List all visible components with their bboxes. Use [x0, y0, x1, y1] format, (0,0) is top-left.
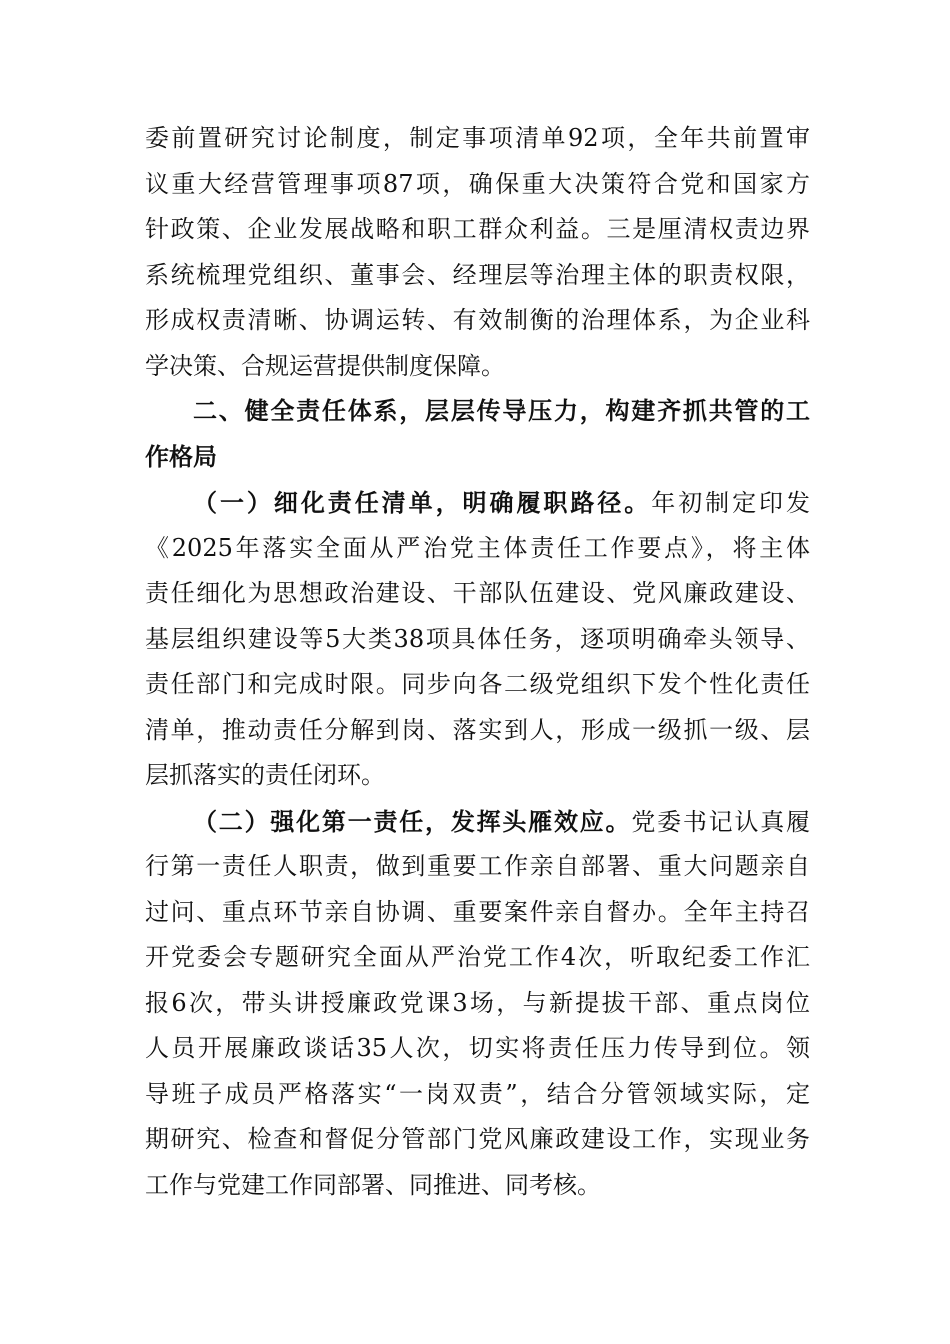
text-line: 针政策、企业发展战略和职工群众利益。三是厘清权责边界 — [145, 215, 810, 243]
text-run: 年初制定印发 — [651, 489, 810, 517]
text-line: 责任部门和完成时限。同步向各二级党组织下发个性化责任 — [145, 670, 810, 698]
text-line: 导班子成员严格落实“一岗双责”，结合分管领域实际，定 — [145, 1079, 810, 1108]
text-line — [145, 480, 810, 526]
text-line: 《2025年落实全面从严治党主体责任工作要点》，将主体 — [145, 533, 810, 562]
text-line: 开党委会专题研究全面从严治党工作4次，听取纪委工作汇 — [145, 943, 810, 971]
text-line: 报6次，带头讲授廉政党课3场，与新提拔干部、重点岗位 — [145, 988, 810, 1017]
paragraph-responsibility-list — [145, 480, 810, 799]
text-line: 形成权责清晰、协调运转、有效制衡的治理体系，为企业科 — [145, 306, 810, 334]
text-line: 层抓落实的责任闭环。 — [145, 761, 385, 789]
subsection-title: （二）强化第一责任，发挥头雁效应。 — [193, 806, 632, 836]
text-line: 清单，推动责任分解到岗、落实到人，形成一级抓一级、层 — [145, 715, 810, 744]
text-line — [145, 799, 810, 845]
paragraph-governance — [145, 116, 810, 389]
section-heading — [145, 389, 810, 480]
text-line: 学决策、合规运营提供制度保障。 — [145, 351, 505, 380]
heading-line: 作格局 — [145, 442, 217, 471]
text-line: 系统梳理党组织、董事会、经理层等治理主体的职责权限， — [145, 260, 810, 289]
heading-line: 二、健全责任体系，层层传导压力，构建齐抓共管的工 — [193, 397, 810, 425]
text-line: 责任细化为思想政治建设、干部队伍建设、党风廉政建设、 — [145, 579, 810, 607]
subsection-title: （一）细化责任清单，明确履职路径。 — [193, 488, 652, 517]
text-line: 过问、重点环节亲自协调、重要案件亲自督办。全年主持召 — [145, 897, 810, 926]
document-page — [145, 116, 810, 1208]
text-line: 工作与党建工作同部署、同推进、同考核。 — [145, 1170, 601, 1199]
text-line: 基层组织建设等5大类38项具体任务，逐项明确牵头领导、 — [145, 624, 810, 653]
text-run: 党委书记认真履 — [631, 807, 810, 836]
text-line: 行第一责任人职责，做到重要工作亲自部署、重大问题亲自 — [145, 852, 810, 880]
paragraph-first-responsibility — [145, 799, 810, 1209]
text-line: 委前置研究讨论制度，制定事项清单92项，全年共前置审 — [145, 124, 810, 152]
text-line: 人员开展廉政谈话35人次，切实将责任压力传导到位。领 — [145, 1034, 810, 1062]
text-line: 议重大经营管理事项87项，确保重大决策符合党和国家方 — [145, 169, 810, 198]
text-line: 期研究、检查和督促分管部门党风廉政建设工作，实现业务 — [145, 1125, 810, 1153]
